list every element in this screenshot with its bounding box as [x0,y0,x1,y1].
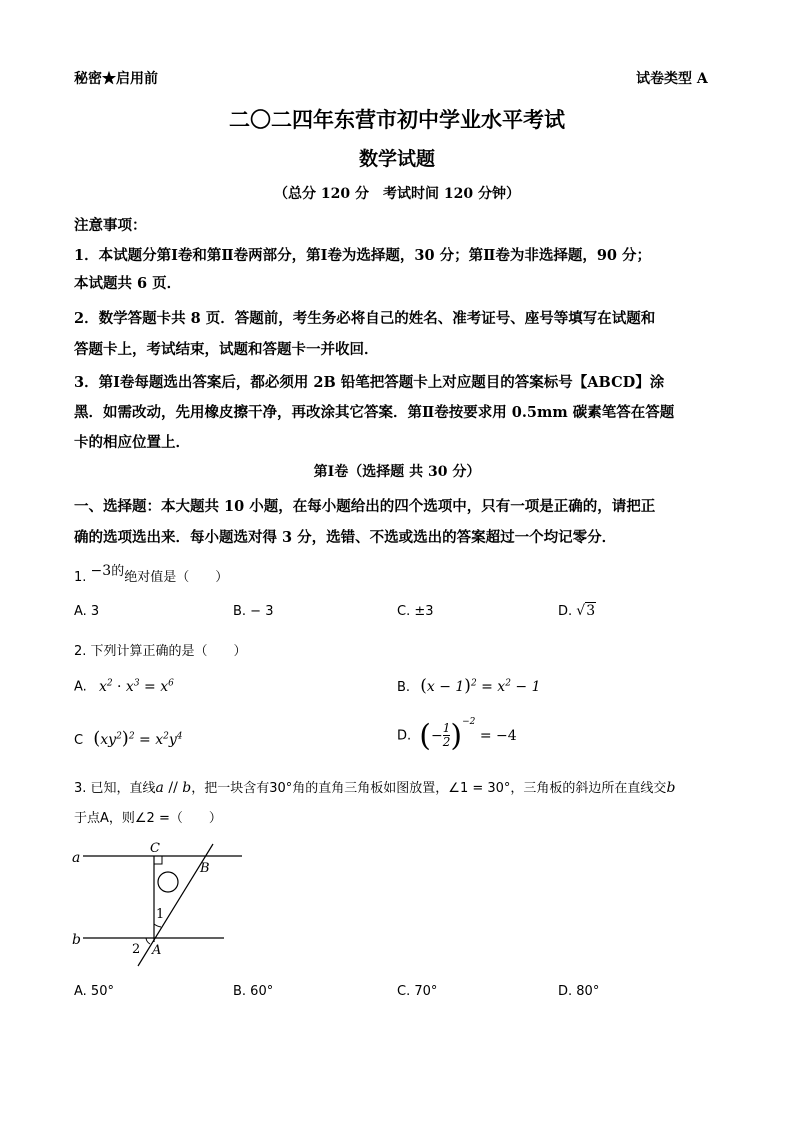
q3-option-c[interactable]: C. 70° [397,984,438,999]
note-3b: 黑．如需改动，先用橡皮擦干净，再改涂其它答案．第Ⅱ卷按要求用 0.5mm 碳素笔答在答题 [74,404,675,421]
label-b: b [72,932,81,948]
exam-info: （总分 120 分 考试时间 120 分钟） [274,186,520,202]
angle-1-arc [154,924,161,927]
q1-option-c[interactable]: C. ±3 [397,604,434,619]
section-instruction-b: 确的选项选出来．每小题选对得 3 分，选错、不选或选出的答案超过一个均记零分． [74,529,617,546]
q3-option-b[interactable]: B. 60° [233,984,274,999]
q2-option-b[interactable]: B. $(x - 1)^2 = x^2 - 1$ [397,676,541,696]
paper-type-label: 试卷类型 A [636,71,708,87]
note-3c: 卡的相应位置上． [74,434,190,451]
label-b-point: B [200,861,210,876]
confidential-label: 秘密★启用前 [74,71,158,87]
label-angle-2: 2 [132,942,141,957]
angle-2-arc [146,938,150,944]
notes-heading: 注意事项： [74,217,147,234]
section-instruction-a: 一、选择题：本大题共 10 小题，在每小题给出的四个选项中，只有一项是正确的，请把正 [74,498,656,515]
q2-option-c[interactable]: C $(xy^2)^2 = x^2y^4$ [74,728,183,749]
q1-option-d[interactable]: D. √3 [558,603,596,619]
note-1a: 1．本试题分第Ⅰ卷和第Ⅱ卷两部分，第Ⅰ卷为选择题，30 分；第Ⅱ卷为非选择题，90 分； [74,247,652,264]
q3-option-d[interactable]: D. 80° [558,984,600,999]
q1-option-a[interactable]: A. 3 [74,604,100,619]
note-1b: 本试题共 6 页． [74,275,182,292]
exam-subtitle: 数学试题 [358,148,435,170]
right-angle-mark [154,856,162,864]
question-3-line1: 3. 已知，直线a // b，把一块含有30°角的直角三角板如图放置，∠1 = 30°，三角板的斜边所在直线交b [74,780,676,796]
question-1-stem: 1. −3的绝对值是（ ） [74,563,229,585]
note-2a: 2．数学答题卡共 8 页．答题前，考生务必将自己的姓名、准考证号、座号等填写在试题和 [74,310,656,327]
q1-option-b[interactable]: B. − 3 [233,604,274,619]
label-a-point: A [152,943,162,958]
question-2-stem: 2. 下列计算正确的是（ ） [74,644,247,659]
triangle-hole [158,872,178,892]
note-3a: 3．第Ⅰ卷每题选出答案后，都必须用 2B 铅笔把答题卡上对应题目的答案标号【ABCD】涂 [74,374,665,391]
section-title: 第Ⅰ卷（选择题 共 30 分） [313,464,481,480]
note-2b: 答题卡上，考试结束，试题和答题卡一并收回． [74,341,379,358]
question-3-line2: 于点A，则∠2 =（ ） [74,811,222,826]
exam-title: 二〇二四年东营市初中学业水平考试 [229,107,565,132]
label-a: a [72,850,81,866]
q3-option-a[interactable]: A. 50° [74,984,114,999]
q2-option-a[interactable]: A. $x^2 \cdot x^3 = x^6$ [74,678,174,695]
q2-option-d[interactable]: D. (− $\frac{1}{2}$ )$^{-2}$ = −4 [397,716,517,753]
sqrt-3: √3 [576,603,596,619]
label-angle-1: 1 [156,907,165,922]
label-c: C [150,841,160,856]
q3-figure [66,836,246,972]
